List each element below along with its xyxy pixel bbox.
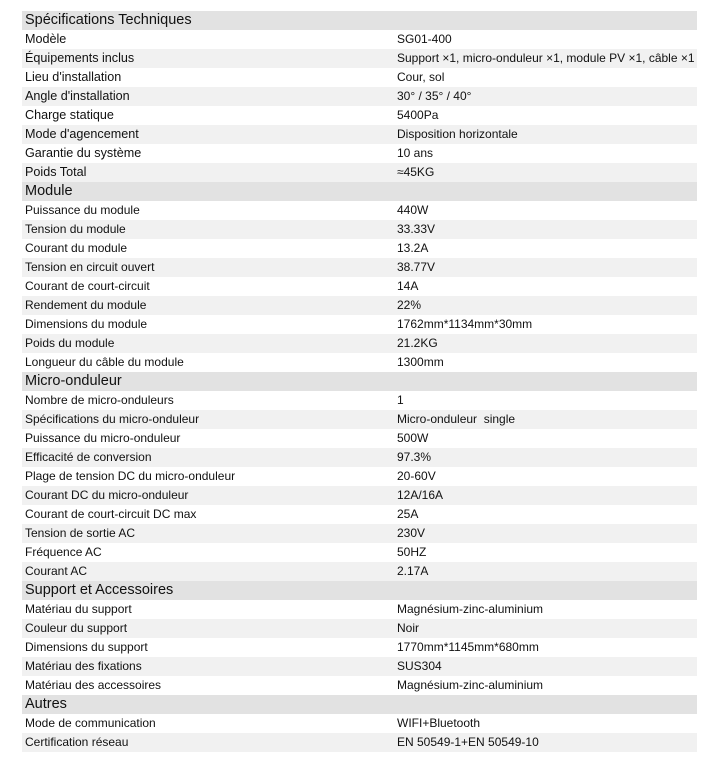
row-value: 500W xyxy=(397,431,429,445)
table-row xyxy=(22,448,697,467)
row-value: 230V xyxy=(397,526,426,540)
table-row xyxy=(22,619,697,638)
row-value: ≈45KG xyxy=(397,165,435,179)
table-row xyxy=(22,296,697,315)
row-value: 20-60V xyxy=(397,469,436,483)
row-value: 13.2A xyxy=(397,241,429,255)
row-value: 33.33V xyxy=(397,222,436,236)
row-value: 22% xyxy=(397,298,422,312)
table-row xyxy=(22,733,697,752)
table-row xyxy=(22,562,697,581)
row-label: Matériau du support xyxy=(25,602,132,616)
row-value: 38.77V xyxy=(397,260,436,274)
table-row xyxy=(22,163,697,182)
table-row xyxy=(22,144,697,163)
table-row xyxy=(22,467,697,486)
table-row xyxy=(22,201,697,220)
row-label: Dimensions du support xyxy=(25,640,148,654)
row-value: 25A xyxy=(397,507,419,521)
row-label: Nombre de micro-onduleurs xyxy=(25,393,174,407)
row-label: Tension en circuit ouvert xyxy=(25,260,155,274)
table-row xyxy=(22,353,697,372)
row-value: 97.3% xyxy=(397,450,432,464)
table-row xyxy=(22,638,697,657)
spec-table xyxy=(22,11,697,752)
row-value: 1300mm xyxy=(397,355,444,369)
row-label: Poids du module xyxy=(25,336,115,350)
row-label: Courant du module xyxy=(25,241,128,255)
row-label: Rendement du module xyxy=(25,298,147,312)
table-row xyxy=(22,657,697,676)
table-row xyxy=(22,277,697,296)
row-value: 1762mm*1134mm*30mm xyxy=(397,317,533,331)
table-row xyxy=(22,524,697,543)
section-title: Module xyxy=(22,182,697,201)
row-value: SG01-400 xyxy=(397,32,452,46)
row-value: 10 ans xyxy=(397,146,434,160)
table-row xyxy=(22,486,697,505)
table-row xyxy=(22,676,697,695)
row-value: Magnésium-zinc-aluminium xyxy=(397,602,544,616)
row-label: Courant DC du micro-onduleur xyxy=(25,488,189,502)
table-row xyxy=(22,87,697,106)
row-value: 440W xyxy=(397,203,429,217)
row-value: Cour, sol xyxy=(397,70,445,84)
row-label: Lieu d'installation xyxy=(25,70,122,84)
row-label: Matériau des accessoires xyxy=(25,678,162,692)
row-value: Magnésium-zinc-aluminium xyxy=(397,678,544,692)
table-row xyxy=(22,49,697,68)
table-row xyxy=(22,543,697,562)
table-row xyxy=(22,315,697,334)
row-value: Support ×1, micro-onduleur ×1, module PV ×1, câble ×1 xyxy=(397,51,695,65)
row-label: Garantie du système xyxy=(25,146,142,160)
row-label: Plage de tension DC du micro-onduleur xyxy=(25,469,236,483)
table-row xyxy=(22,410,697,429)
row-label: Courant de court-circuit DC max xyxy=(25,507,197,521)
row-value: 5400Pa xyxy=(397,108,439,122)
row-label: Matériau des fixations xyxy=(25,659,142,673)
row-value: Micro-onduleur single xyxy=(397,412,516,426)
table-row xyxy=(22,391,697,410)
section-specifications-techniques xyxy=(22,11,697,182)
table-row xyxy=(22,68,697,87)
row-label: Dimensions du module xyxy=(25,317,148,331)
row-value: 14A xyxy=(397,279,419,293)
row-value: 50HZ xyxy=(397,545,427,559)
section-title: Autres xyxy=(22,695,697,714)
row-label: Puissance du micro-onduleur xyxy=(25,431,181,445)
table-row xyxy=(22,258,697,277)
section-support-accessoires xyxy=(22,581,697,695)
section-module xyxy=(22,182,697,372)
row-value: 2.17A xyxy=(397,564,429,578)
row-label: Poids Total xyxy=(25,165,87,179)
table-row xyxy=(22,106,697,125)
section-title: Spécifications Techniques xyxy=(22,11,697,30)
row-label: Courant de court-circuit xyxy=(25,279,150,293)
row-value: 30° / 35° / 40° xyxy=(397,89,472,103)
row-label: Tension du module xyxy=(25,222,126,236)
row-value: WIFI+Bluetooth xyxy=(397,716,481,730)
row-value: SUS304 xyxy=(397,659,442,673)
row-label: Charge statique xyxy=(25,108,114,122)
row-value: 21.2KG xyxy=(397,336,438,350)
table-row xyxy=(22,125,697,144)
section-micro-onduleur xyxy=(22,372,697,581)
row-label: Certification réseau xyxy=(25,735,129,749)
table-row xyxy=(22,714,697,733)
row-value: 12A/16A xyxy=(397,488,444,502)
row-label: Longueur du câble du module xyxy=(25,355,184,369)
table-row xyxy=(22,239,697,258)
table-row xyxy=(22,30,697,49)
table-row xyxy=(22,600,697,619)
row-value: 1 xyxy=(397,393,404,407)
row-label: Courant AC xyxy=(25,564,88,578)
table-row xyxy=(22,429,697,448)
row-value: Disposition horizontale xyxy=(397,127,518,141)
row-label: Équipements inclus xyxy=(25,51,135,65)
table-row xyxy=(22,334,697,353)
row-value: Noir xyxy=(397,621,420,635)
section-title: Support et Accessoires xyxy=(22,581,697,600)
row-label: Couleur du support xyxy=(25,621,128,635)
row-label: Angle d'installation xyxy=(25,89,130,103)
table-row xyxy=(22,505,697,524)
section-title: Micro-onduleur xyxy=(22,372,697,391)
row-label: Mode de communication xyxy=(25,716,156,730)
row-label: Tension de sortie AC xyxy=(25,526,136,540)
row-value: 1770mm*1145mm*680mm xyxy=(397,640,539,654)
row-label: Fréquence AC xyxy=(25,545,102,559)
row-label: Mode d'agencement xyxy=(25,127,139,141)
section-autres xyxy=(22,695,697,752)
table-row xyxy=(22,220,697,239)
row-label: Modèle xyxy=(25,32,67,46)
row-value: EN 50549-1+EN 50549-10 xyxy=(397,735,539,749)
row-label: Puissance du module xyxy=(25,203,140,217)
row-label: Spécifications du micro-onduleur xyxy=(25,412,200,426)
row-label: Efficacité de conversion xyxy=(25,450,152,464)
